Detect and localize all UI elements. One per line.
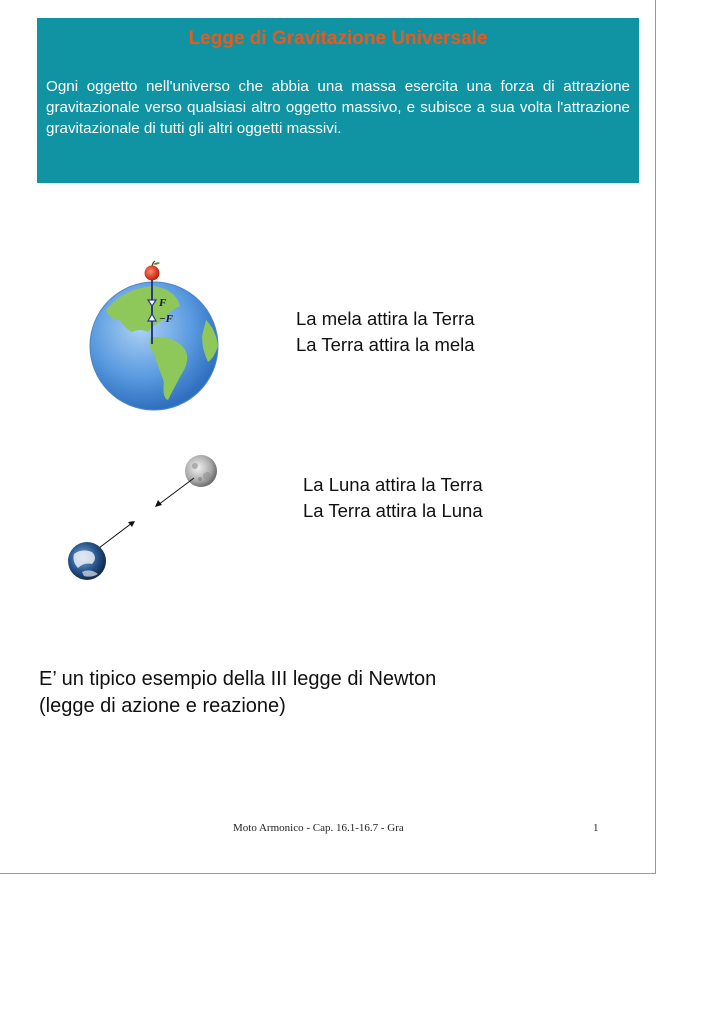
conclusion-text — [39, 666, 436, 720]
conclusion-line-1: E’ un tipico esempio della III legge di Newton — [39, 668, 437, 690]
conclusion-line-2: (legge di azione e reazione) — [39, 695, 286, 717]
arrowhead-toward-earth — [155, 500, 162, 507]
footer-course: Moto Armonico - Cap. 16.1-16.7 - Gra — [233, 822, 404, 834]
intro-paragraph: Ogni oggetto nell'universo che abbia una massa esercita una forza di attrazione gravitazionale verso qualsiasi altro oggetto massivo, e subisce a sua volta l'attrazione gravitazionale di tutti gli altri oggetti massivi. — [46, 78, 630, 137]
apple-earth-statements — [296, 306, 475, 358]
arrowhead-toward-moon — [128, 521, 135, 527]
reaction-force-label: −F — [159, 313, 174, 325]
moon-earth-statements — [303, 472, 483, 524]
force-on-earth-line — [99, 523, 132, 548]
apple-statement-2: La Terra attira la mela — [296, 334, 475, 355]
force-label: F — [159, 297, 167, 309]
moon-crater — [192, 463, 198, 469]
apple-statement-1: La mela attira la Terra — [296, 308, 475, 329]
slide-title: Legge di Gravitazione Universale — [188, 28, 488, 49]
apple-icon — [145, 266, 160, 281]
moon-earth-figure — [62, 450, 232, 590]
moon-crater — [203, 472, 211, 480]
force-on-moon-line — [158, 478, 194, 505]
moon-crater — [198, 477, 202, 481]
footer-page-number: 1 — [593, 822, 599, 834]
moon-statement-2: La Terra attira la Luna — [303, 500, 483, 521]
moon-statement-1: La Luna attira la Terra — [303, 474, 483, 495]
moon-icon — [185, 455, 217, 487]
header-box — [37, 18, 639, 183]
earth-apple-figure — [84, 258, 234, 418]
